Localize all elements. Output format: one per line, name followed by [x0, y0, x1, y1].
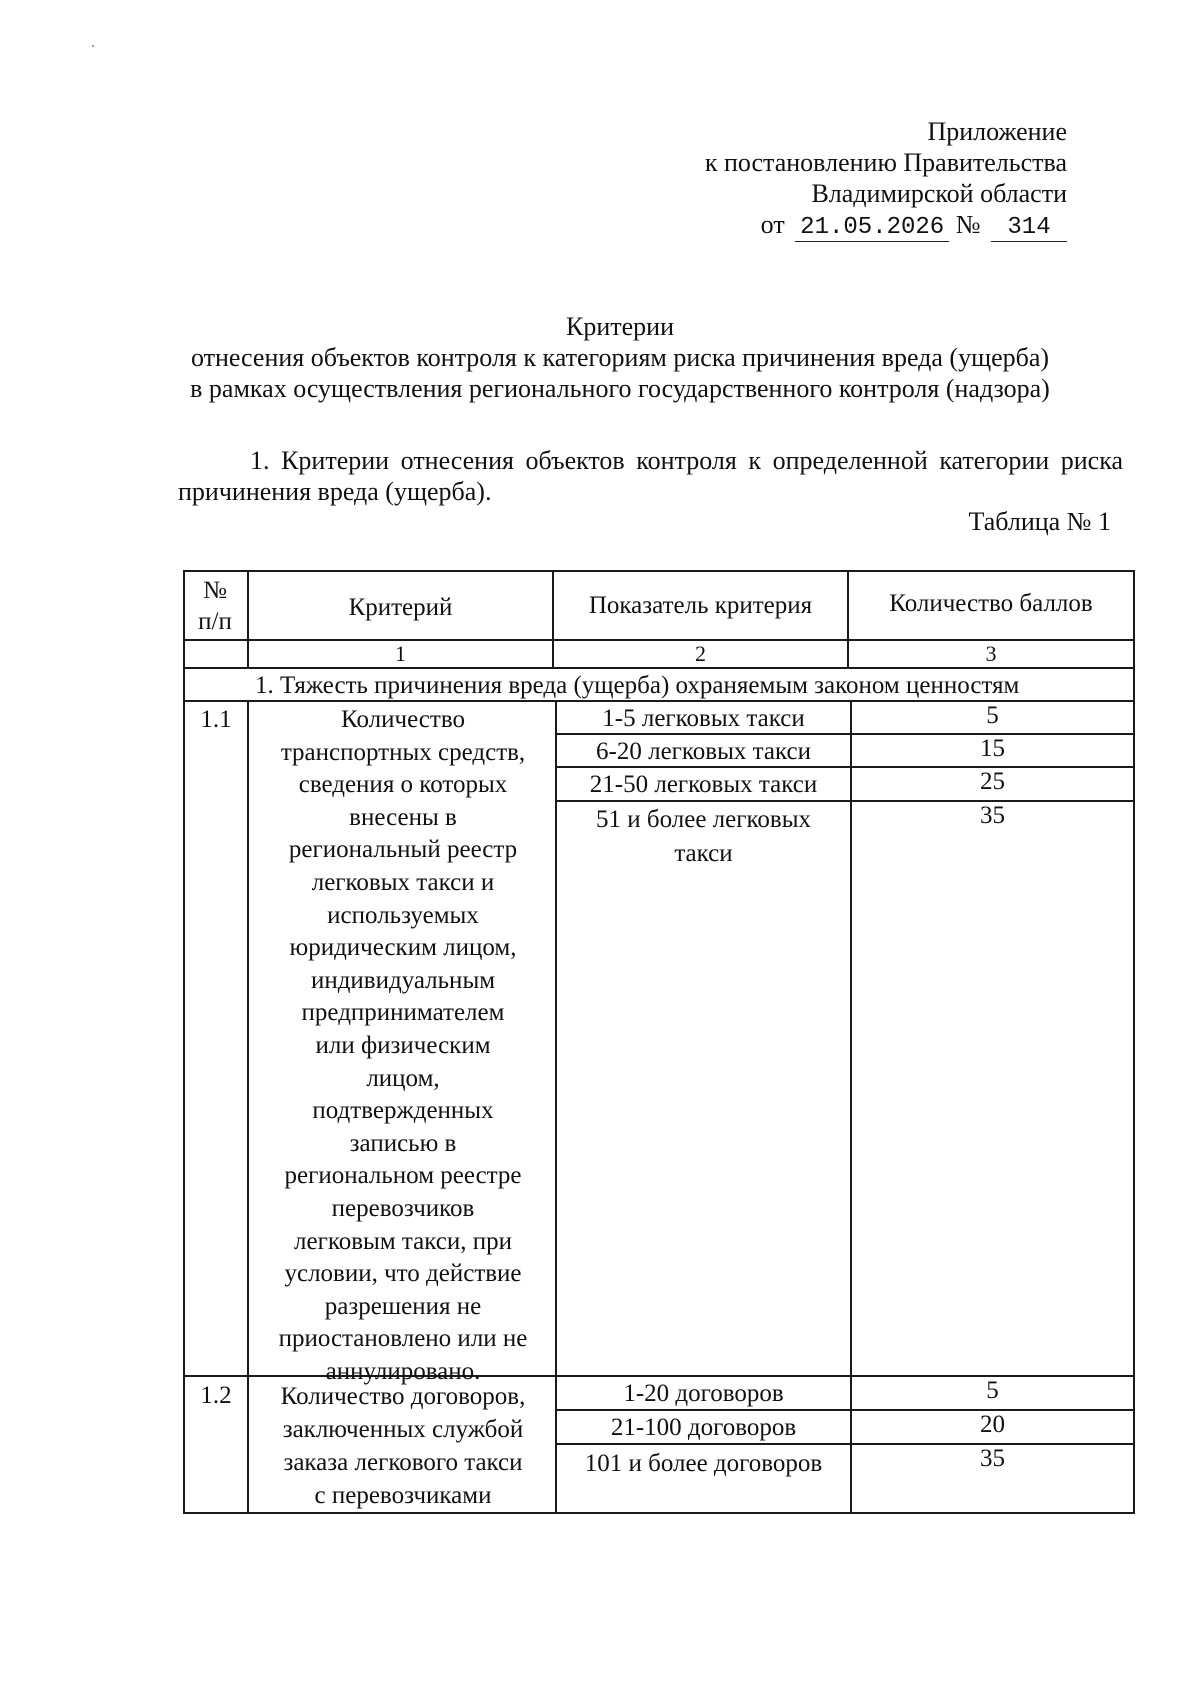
criterion-line: индивидуальным [310, 966, 496, 994]
col-divider-1-body [247, 700, 249, 1514]
table-border-bottom [183, 1512, 1135, 1514]
row-1-2-indicator-2: 21-100 договоров [610, 1414, 797, 1441]
paragraph-1: 1. Критерии отнесения объектов контроля к определенной категории риска причинения вреда (ущерба). [178, 446, 1123, 506]
criterion-line: транспортных средств, [280, 738, 526, 766]
colnum-1: 1 [395, 641, 406, 666]
title-line-3: в рамках осуществления регионального государственного контроля (надзора) [190, 374, 1050, 403]
criterion-line: лицом, [366, 1064, 440, 1092]
criterion-line: записью в [349, 1129, 457, 1157]
indicator-line: 51 и более легковых [596, 806, 811, 833]
from-label: от [760, 210, 785, 239]
row-1-1-points-3: 25 [980, 768, 1005, 795]
criterion-line: заказа легкового такси [283, 1449, 523, 1476]
row-1-2-criterion [253, 1380, 553, 1512]
row-1-2-num: 1.2 [200, 1382, 232, 1409]
criterion-line: аннулировано. [325, 1357, 481, 1385]
row-1-2-points-3: 35 [980, 1445, 1005, 1472]
row-1-2-points-2: 20 [980, 1411, 1005, 1438]
row-1-2-indicator-3: 101 и более договоров [584, 1450, 823, 1477]
header-points: Количество баллов [889, 590, 1093, 617]
criterion-line: перевозчиков [331, 1194, 475, 1222]
criterion-line: Количество [341, 706, 465, 733]
number-label: № [955, 210, 981, 239]
criterion-line: с перевозчиками [314, 1482, 492, 1509]
criterion-line: Количество договоров, [280, 1383, 526, 1410]
criterion-line: внесены в [349, 803, 457, 831]
criterion-line: или физическим [315, 1031, 491, 1059]
criterion-line: региональный реестр [288, 836, 518, 864]
row-1-1-indicator-4 [557, 803, 850, 871]
table-border-right [1133, 570, 1135, 1514]
header-num: № п/п [198, 577, 232, 635]
appendix-line-3: Владимирской области [811, 179, 1067, 208]
colnum-3: 3 [985, 641, 997, 666]
criterion-line: используемых [327, 901, 479, 929]
row-1-2-indicator-1: 1-20 договоров [623, 1380, 784, 1407]
table-border-top [183, 570, 1135, 572]
header-indicator: Показатель критерия [588, 592, 813, 619]
criterion-line: сведения о которых [298, 771, 508, 799]
row-1-1-points-2: 15 [980, 735, 1005, 762]
criterion-line: приостановлено или не [278, 1325, 528, 1353]
indicator-line: такси [674, 840, 733, 867]
appendix-line-2: к постановлению Правительства [704, 148, 1067, 177]
document-number: 314 [991, 215, 1067, 242]
title-line-2: отнесения объектов контроля к категориям риска причинения вреда (ущерба) [190, 343, 1050, 372]
title-heading: Критерии [566, 312, 674, 341]
criterion-line: юридическим лицом, [289, 934, 517, 962]
row-1-1-num: 1.1 [200, 706, 232, 733]
section-title: 1. Тяжесть причинения вреда (ущерба) охраняемым законом ценностям [255, 672, 1020, 699]
criterion-line: легковых такси и [311, 868, 495, 896]
row-1-1-indicator-2: 6-20 легковых такси [596, 738, 811, 765]
row-1-1-points-4: 35 [980, 802, 1005, 829]
row-1-1-indicator-3: 21-50 легковых такси [589, 771, 818, 798]
criterion-line: предпринимателем [301, 999, 505, 1027]
appendix-line-1: Приложение [927, 117, 1067, 146]
criterion-line: региональном реестре [284, 1162, 522, 1190]
criterion-line: подтвержденных [312, 1097, 494, 1125]
row-1-2-points-1: 5 [986, 1377, 999, 1404]
row-1-1-criterion [253, 704, 553, 1388]
row-1-1-indicator-1: 1-5 легковых такси [602, 705, 805, 732]
criterion-line: условии, что действие [284, 1260, 522, 1288]
row-1-1-points-1: 5 [986, 702, 999, 729]
criterion-line: разрешения не [324, 1292, 482, 1320]
criterion-line: заключенных службой [282, 1416, 524, 1443]
document-date: 21.05.2026 [795, 215, 949, 242]
colnum-2: 2 [695, 641, 706, 666]
criterion-line: легковым такси, при [294, 1227, 512, 1255]
header-criterion: Критерий [348, 594, 453, 621]
table-caption: Таблица № 1 [968, 507, 1111, 536]
